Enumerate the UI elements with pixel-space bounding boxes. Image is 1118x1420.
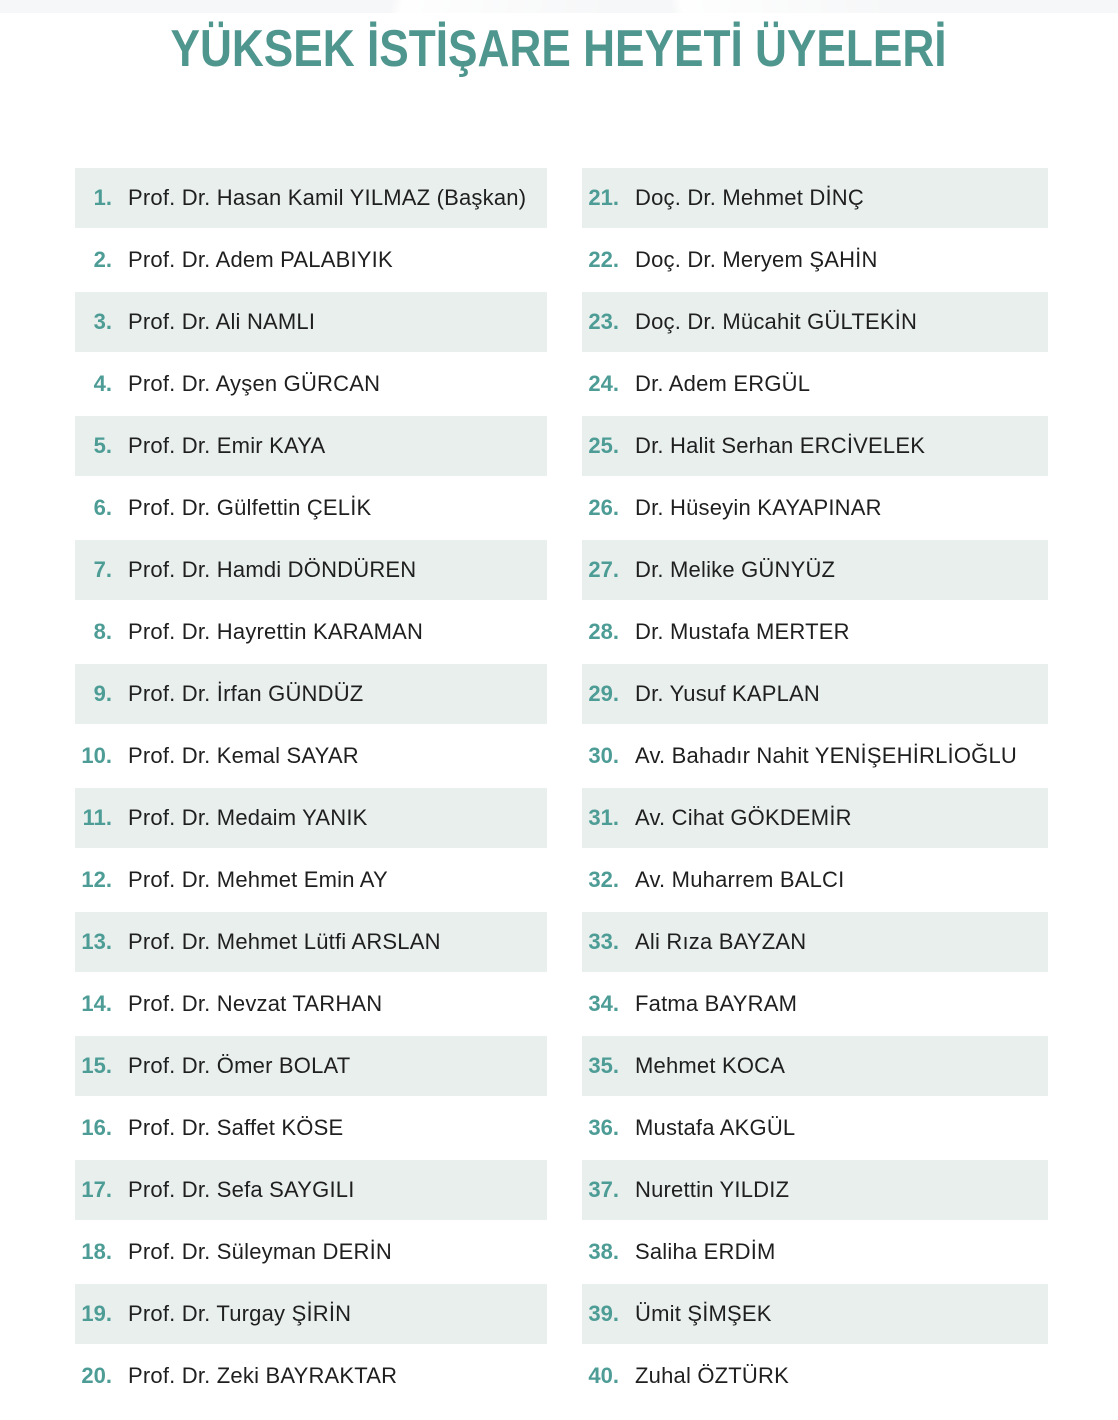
member-name: Doç. Dr. Mehmet DİNÇ [635,185,864,210]
item-number: 19. [81,1301,112,1326]
member-name: Prof. Dr. Emir KAYA [128,433,326,458]
member-name: Mehmet KOCA [635,1053,786,1078]
list-item [75,788,547,848]
list-item [582,416,1048,476]
member-name: Nurettin YILDIZ [635,1177,790,1202]
list-item [75,1284,547,1344]
member-name: Prof. Dr. Zeki BAYRAKTAR [128,1363,398,1388]
list-item [582,1160,1048,1220]
member-name: Doç. Dr. Meryem ŞAHİN [635,247,878,272]
member-name: Fatma BAYRAM [635,991,798,1016]
member-name: Prof. Dr. Ömer BOLAT [128,1053,351,1078]
member-name: Prof. Dr. Adem PALABIYIK [128,247,393,272]
member-name: Prof. Dr. Nevzat TARHAN [128,991,383,1016]
list-item [582,478,1048,538]
item-number: 23. [588,309,619,334]
list-item [582,168,1048,228]
member-name: Prof. Dr. Kemal SAYAR [128,743,359,768]
list-item [75,1222,547,1282]
list-item [75,168,547,228]
list-item [75,1098,547,1158]
item-number: 12. [81,867,112,892]
item-number: 5. [93,433,112,458]
item-number: 40. [588,1363,619,1388]
list-item [75,416,547,476]
member-name: Prof. Dr. Saffet KÖSE [128,1115,344,1140]
list-item [582,726,1048,786]
page-title [0,20,1118,80]
item-number: 14. [81,991,112,1016]
list-item [75,1036,547,1096]
item-number: 39. [588,1301,619,1326]
item-number: 16. [81,1115,112,1140]
item-number: 38. [588,1239,619,1264]
item-number: 7. [93,557,112,582]
item-number: 33. [588,929,619,954]
list-item [582,1284,1048,1344]
list-item [582,850,1048,910]
list-item [582,1036,1048,1096]
item-number: 31. [588,805,619,830]
list-item [75,974,547,1034]
member-name: Prof. Dr. Hasan Kamil YILMAZ (Başkan) [128,185,527,210]
member-name: Prof. Dr. Sefa SAYGILI [128,1177,355,1202]
list-item [75,478,547,538]
list-item [582,974,1048,1034]
member-name: Ümit ŞİMŞEK [635,1301,772,1326]
member-name: Av. Muharrem BALCI [635,867,845,892]
item-number: 17. [81,1177,112,1202]
item-number: 11. [82,805,112,830]
member-name: Prof. Dr. Turgay ŞİRİN [128,1301,352,1326]
member-name: Prof. Dr. Medaim YANIK [128,805,368,830]
item-number: 4. [93,371,112,396]
item-number: 28. [588,619,619,644]
member-name: Prof. Dr. Süleyman DERİN [128,1239,392,1264]
member-name: Dr. Adem ERGÜL [635,371,811,396]
item-number: 13. [81,929,112,954]
item-number: 22. [588,247,619,272]
item-number: 32. [588,867,619,892]
member-name: Prof. Dr. Ayşen GÜRCAN [128,371,381,396]
item-number: 24. [588,371,619,396]
list-item [582,912,1048,972]
item-number: 1. [93,185,112,210]
item-number: 34. [588,991,619,1016]
member-name: Dr. Hüseyin KAYAPINAR [635,495,882,520]
member-name: Prof. Dr. Hamdi DÖNDÜREN [128,557,417,582]
list-item [582,1098,1048,1158]
item-number: 36. [588,1115,619,1140]
member-name: Dr. Mustafa MERTER [635,619,850,644]
list-item [582,540,1048,600]
item-number: 35. [588,1053,619,1078]
member-name: Prof. Dr. Mehmet Emin AY [128,867,388,892]
item-number: 6. [93,495,112,520]
item-number: 26. [588,495,619,520]
item-number: 29. [588,681,619,706]
list-item [582,602,1048,662]
member-name: Mustafa AKGÜL [635,1115,796,1140]
item-number: 2. [93,247,112,272]
member-name: Ali Rıza BAYZAN [635,929,807,954]
list-item [75,540,547,600]
list-item [75,230,547,290]
list-item [75,292,547,352]
members-list [75,168,1048,1408]
list-item [75,602,547,662]
member-name: Prof. Dr. Gülfettin ÇELİK [128,495,372,520]
item-number: 15. [81,1053,112,1078]
list-item [75,912,547,972]
member-name: Prof. Dr. Hayrettin KARAMAN [128,619,424,644]
member-name: Doç. Dr. Mücahit GÜLTEKİN [635,309,918,334]
item-number: 37. [588,1177,619,1202]
member-name: Saliha ERDİM [635,1239,776,1264]
list-item [582,354,1048,414]
members-column-left [75,168,547,1408]
member-name: Dr. Melike GÜNYÜZ [635,557,836,582]
item-number: 18. [81,1239,112,1264]
item-number: 27. [588,557,619,582]
list-item [582,230,1048,290]
item-number: 21. [588,185,619,210]
list-item [582,1222,1048,1282]
member-name: Prof. Dr. Ali NAMLI [128,309,316,334]
item-number: 20. [81,1363,112,1388]
item-number: 9. [93,681,112,706]
list-item [582,788,1048,848]
member-name: Dr. Halit Serhan ERCİVELEK [635,433,926,458]
list-item [75,1346,547,1406]
members-column-right [582,168,1048,1408]
list-item [75,664,547,724]
member-name: Av. Bahadır Nahit YENİŞEHİRLİOĞLU [635,743,1017,768]
top-decoration [0,0,1118,13]
list-item [75,1160,547,1220]
member-name: Prof. Dr. Mehmet Lütfi ARSLAN [128,929,441,954]
member-name: Zuhal ÖZTÜRK [635,1363,789,1388]
list-item [582,664,1048,724]
list-item [582,1346,1048,1406]
list-item [582,292,1048,352]
member-name: Av. Cihat GÖKDEMİR [635,805,852,830]
member-name: Prof. Dr. İrfan GÜNDÜZ [128,681,364,706]
list-item [75,354,547,414]
page-title-text: YÜKSEK İSTİŞARE HEYETİ ÜYELERİ [170,20,948,78]
member-name: Dr. Yusuf KAPLAN [635,681,821,706]
item-number: 10. [81,743,112,768]
list-item [75,726,547,786]
item-number: 3. [93,309,112,334]
item-number: 30. [588,743,619,768]
item-number: 8. [93,619,112,644]
item-number: 25. [588,433,619,458]
list-item [75,850,547,910]
